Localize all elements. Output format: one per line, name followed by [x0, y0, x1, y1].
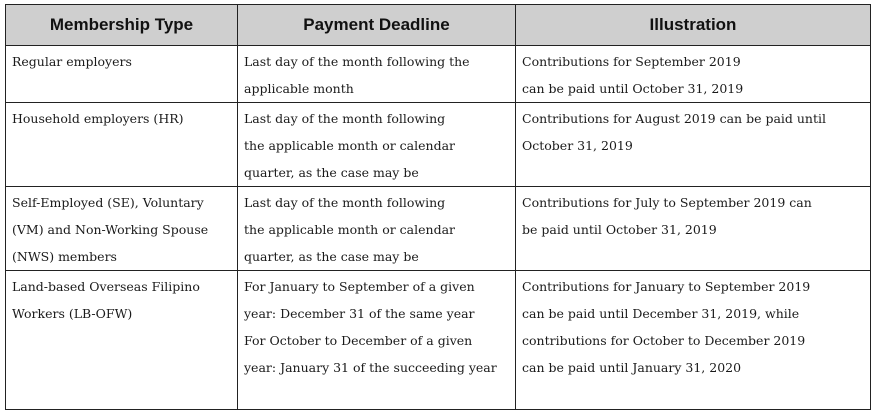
table-row-self-employed-voluntary-nws: [6, 187, 871, 271]
cell-payment-deadline: [238, 103, 516, 187]
cell-illustration: [516, 187, 871, 271]
header-payment-deadline: Payment Deadline: [238, 5, 516, 46]
header-membership-type: Membership Type: [6, 5, 238, 46]
cell-line: Regular employers: [12, 54, 132, 69]
table-header-row: [6, 5, 871, 46]
cell-line: contributions for October to December 2019: [522, 333, 806, 348]
cell-line: quarter, as the case may be: [244, 249, 419, 264]
cell-illustration: [516, 271, 871, 410]
cell-line: Last day of the month following: [244, 111, 446, 126]
cell-line: year: January 31 of the succeeding year: [244, 360, 497, 375]
cell-membership-type: [6, 46, 238, 103]
cell-membership-type: [6, 271, 238, 410]
cell-line: the applicable month or calendar: [244, 138, 455, 153]
cell-line: the applicable month or calendar: [244, 222, 455, 237]
cell-line: quarter, as the case may be: [244, 165, 419, 180]
cell-line: Last day of the month following the: [244, 54, 470, 69]
table-row-regular-employers: [6, 46, 871, 103]
cell-line: For January to September of a given: [244, 279, 475, 294]
cell-line: year: December 31 of the same year: [244, 306, 475, 321]
cell-line: (VM) and Non-Working Spouse: [12, 222, 209, 237]
cell-line: Contributions for July to September 2019 can: [522, 195, 812, 210]
cell-line: (NWS) members: [12, 249, 117, 264]
cell-line: Last day of the month following: [244, 195, 446, 210]
cell-line: Contributions for September 2019: [522, 54, 741, 69]
cell-payment-deadline: [238, 271, 516, 410]
cell-line: applicable month: [244, 81, 354, 96]
cell-line: Workers (LB-OFW): [12, 306, 133, 321]
cell-membership-type: [6, 187, 238, 271]
cell-illustration: [516, 103, 871, 187]
cell-line: For October to December of a given: [244, 333, 473, 348]
cell-line: Self-Employed (SE), Voluntary: [12, 195, 204, 210]
header-illustration: Illustration: [516, 5, 871, 46]
cell-line: October 31, 2019: [522, 138, 633, 153]
cell-line: Contributions for August 2019 can be paid until: [522, 111, 826, 126]
cell-line: can be paid until January 31, 2020: [522, 360, 742, 375]
cell-line: Contributions for January to September 2019: [522, 279, 811, 294]
cell-line: can be paid until October 31, 2019: [522, 81, 744, 96]
cell-line: Land-based Overseas Filipino: [12, 279, 200, 294]
cell-membership-type: [6, 103, 238, 187]
payment-deadline-table-container: [5, 4, 870, 401]
table-row-household-employers: [6, 103, 871, 187]
cell-illustration: [516, 46, 871, 103]
table-row-land-based-ofw: [6, 271, 871, 410]
payment-deadline-table: [5, 4, 871, 410]
cell-payment-deadline: [238, 187, 516, 271]
cell-line: can be paid until December 31, 2019, while: [522, 306, 800, 321]
cell-line: Household employers (HR): [12, 111, 184, 126]
cell-line: be paid until October 31, 2019: [522, 222, 717, 237]
cell-payment-deadline: [238, 46, 516, 103]
